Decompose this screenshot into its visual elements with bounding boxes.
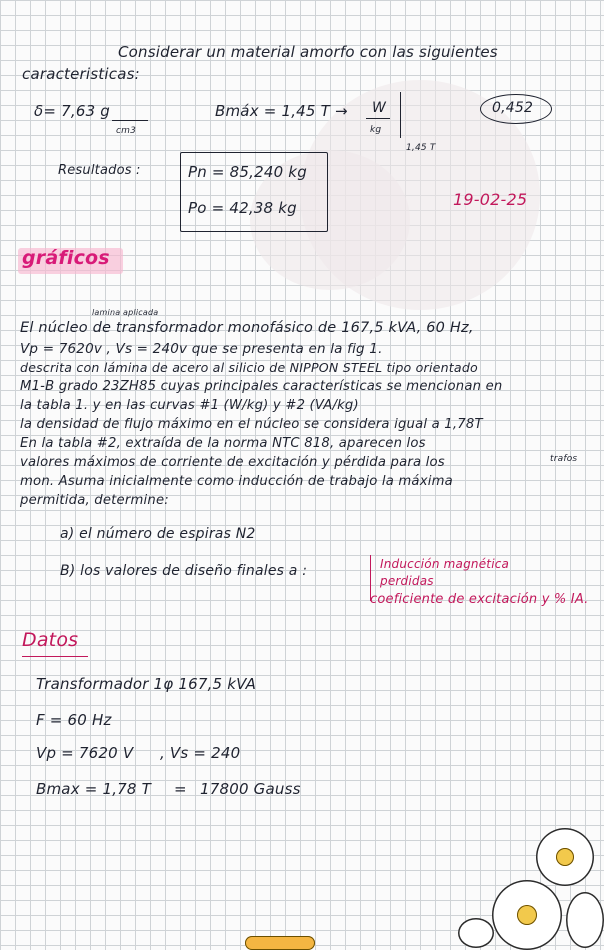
problem-line-2: Vp = 7620v , Vs = 240v que se presenta en la fig 1.: [20, 341, 383, 357]
date: 19-02-25: [453, 190, 528, 209]
section-title: gráficos: [22, 247, 110, 269]
results-label: Resultados :: [58, 163, 141, 178]
question-b: B) los valores de diseño finales a :: [60, 563, 308, 579]
datos-gauss: 17800 Gauss: [200, 780, 301, 798]
datos-frequency: F = 60 Hz: [36, 711, 112, 729]
datos-equals: =: [174, 780, 187, 798]
density-value: δ= 7,63 g: [34, 102, 111, 120]
problem-line-8-extra: trafos: [550, 454, 578, 464]
problem-line-10: permitida, determine:: [20, 493, 169, 508]
datos-vp: Vp = 7620 V: [36, 744, 134, 762]
bmax-result: 0,452: [492, 100, 534, 116]
bmax-subscript: 1,45 T: [406, 143, 436, 153]
fraction-bar: [112, 120, 148, 121]
intro-line-2: caracteristicas:: [22, 65, 140, 83]
intro-line-1: Considerar un material amorfo con las siguientes: [118, 43, 498, 61]
problem-note: lamina aplicada: [92, 308, 159, 317]
bmax-frac-den: kg: [370, 125, 382, 135]
problem-line-7: En la tabla #2, extraída de la norma NTC 818, aparecen los: [20, 436, 426, 451]
problem-line-8: valores máximos de corriente de excitación y pérdida para los: [20, 455, 445, 470]
po-value: Po = 42,38 kg: [188, 199, 297, 217]
datos-title: Datos: [22, 629, 79, 651]
problem-line-1: El núcleo de transformador monofásico de 167,5 kVA, 60 Hz,: [20, 320, 474, 336]
problem-line-3: descrita con lámina de acero al silicio de NIPPON STEEL tipo orientado: [20, 360, 478, 375]
flower-decoration: [566, 892, 604, 948]
question-b-item-3: coeficiente de excitación y % IA.: [370, 592, 589, 607]
problem-line-5: la tabla 1. y en las curvas #1 (W/kg) y #2 (VA/kg): [20, 398, 359, 413]
datos-bmax: Bmax = 1,78 T: [36, 780, 152, 798]
divider-vertical: [400, 92, 401, 138]
datos-vs: , Vs = 240: [160, 744, 241, 762]
pn-value: Pn = 85,240 kg: [188, 163, 307, 181]
problem-line-9: mon. Asuma inicialmente como inducción de trabajo la máxima: [20, 474, 453, 489]
flower-decoration: [458, 918, 494, 948]
problem-line-4: M1-B grado 23ZH85 cuyas principales características se mencionan en: [20, 379, 503, 394]
bmax-frac-num: W: [372, 100, 387, 116]
datos-transformer: Transformador 1φ 167,5 kVA: [36, 675, 257, 693]
question-a: a) el número de espiras N2: [60, 526, 256, 542]
datos-underline: [22, 656, 88, 657]
bmax-value: Bmáx = 1,45 T →: [215, 102, 348, 120]
question-b-item-1: Inducción magnética: [380, 557, 510, 571]
problem-line-6: la densidad de flujo máximo en el núcleo se considera igual a 1,78T: [20, 417, 483, 432]
fraction-bar: [366, 118, 390, 119]
flower-center: [517, 905, 537, 925]
question-b-item-2: perdidas: [380, 574, 434, 588]
density-unit: cm3: [116, 126, 137, 136]
flower-center: [556, 848, 574, 866]
